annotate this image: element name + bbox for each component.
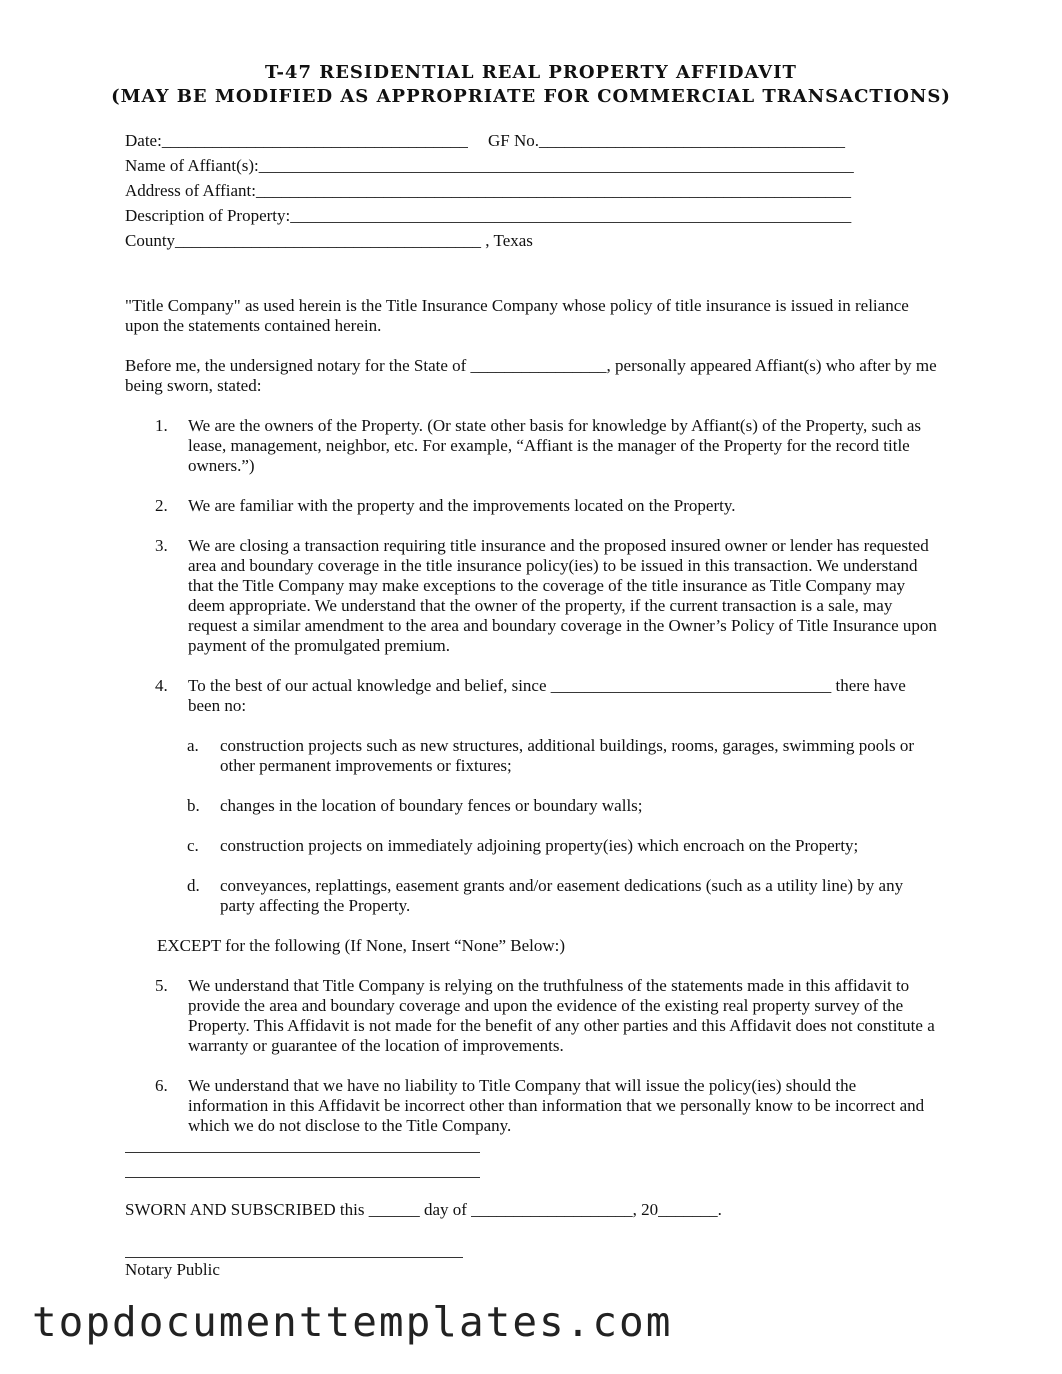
- list-number: 4.: [155, 676, 168, 695]
- list-text: We understand that Title Company is relying on the truthfulness of the statements made in this affidavit to provide the area and boundary coverage and upon the evidence of the existing real property survey of the Property. This Affidavit is not made for the benefit of any other parties and this Affidavit does not constitute a warranty or guarantee of the location of improvements.: [188, 976, 935, 1055]
- page-title-line2: (MAY BE MODIFIED AS APPROPRIATE FOR COMMERCIAL TRANSACTIONS): [111, 86, 951, 107]
- list-text: We are closing a transaction requiring title insurance and the proposed insured owner or lender has requested area and boundary coverage in the title insurance policy(ies) to be issued in this transaction. We understand that the Title Company may make exceptions to the coverage of the title insurance as Title Company may deem appropriate. We understand that the owner of the property, if the current transaction is a sale, may request a similar amendment to the area and boundary coverage in the Owner’s Policy of Title Insurance upon payment of the promulgated premium.: [188, 536, 937, 655]
- affiant-signature-line-1[interactable]: [125, 1152, 480, 1153]
- list-number: 6.: [155, 1076, 168, 1095]
- sub-letter: d.: [187, 876, 200, 895]
- property-description-field[interactable]: Description of Property:__________________________________________________________________: [125, 206, 852, 225]
- affiant-name-field[interactable]: Name of Affiant(s):______________________________________________________________________: [125, 156, 854, 175]
- notary-signature-line[interactable]: [125, 1257, 463, 1258]
- sub-text: construction projects on immediately adjoining property(ies) which encroach on the Property;: [220, 836, 859, 855]
- gf-number-field[interactable]: GF No.____________________________________: [488, 131, 846, 150]
- list-number: 5.: [155, 976, 168, 995]
- list-text: We understand that we have no liability to Title Company that will issue the policy(ies) should the information in this Affidavit be incorrect other than information that we personally know to be incorrect and which we do not disclose to the Title Company.: [188, 1076, 925, 1135]
- list-number: 2.: [155, 496, 168, 515]
- notary-intro: Before me, the undersigned notary for the State of ________________, personally appeared Affiant(s) who after by me being sworn, stated:: [125, 356, 937, 395]
- list-number: 3.: [155, 536, 168, 555]
- page-title-line1: T-47 RESIDENTIAL REAL PROPERTY AFFIDAVIT: [265, 62, 797, 83]
- list-number: 1.: [155, 416, 168, 435]
- sub-letter: c.: [187, 836, 199, 855]
- sub-text: changes in the location of boundary fences or boundary walls;: [220, 796, 643, 815]
- date-field[interactable]: Date:____________________________________: [125, 131, 468, 150]
- sub-text: conveyances, replattings, easement grants and/or easement dedications (such as a utility line) by any party affecting the Property.: [220, 876, 904, 915]
- county-field[interactable]: County____________________________________ , Texas: [125, 231, 533, 250]
- notary-public-label: Notary Public: [125, 1260, 220, 1279]
- list-text: To the best of our actual knowledge and belief, since _________________________________ there have been no:: [188, 676, 906, 715]
- list-text: We are the owners of the Property. (Or state other basis for knowledge by Affiant(s) of the Property, such as lease, management, neighbor, etc. For example, “Affiant is the manager of the Property for the record title owners.”): [188, 416, 922, 475]
- affiant-signature-line-2[interactable]: [125, 1177, 480, 1178]
- sub-letter: b.: [187, 796, 200, 815]
- title-company-definition: "Title Company" as used herein is the Title Insurance Company whose policy of title insurance is issued in reliance upon the statements contained herein.: [125, 296, 909, 335]
- list-text: We are familiar with the property and the improvements located on the Property.: [188, 496, 736, 515]
- watermark-text: topdocumenttemplates.com: [32, 1298, 673, 1346]
- sworn-subscribed-line[interactable]: SWORN AND SUBSCRIBED this ______ day of ___________________, 20_______.: [125, 1200, 722, 1219]
- affiant-address-field[interactable]: Address of Affiant:______________________________________________________________________: [125, 181, 851, 200]
- except-clause: EXCEPT for the following (If None, Insert “None” Below:): [157, 936, 566, 955]
- sub-text: construction projects such as new structures, additional buildings, rooms, garages, swimming pools or other permanent improvements or fixtures;: [220, 736, 915, 775]
- sub-letter: a.: [187, 736, 199, 755]
